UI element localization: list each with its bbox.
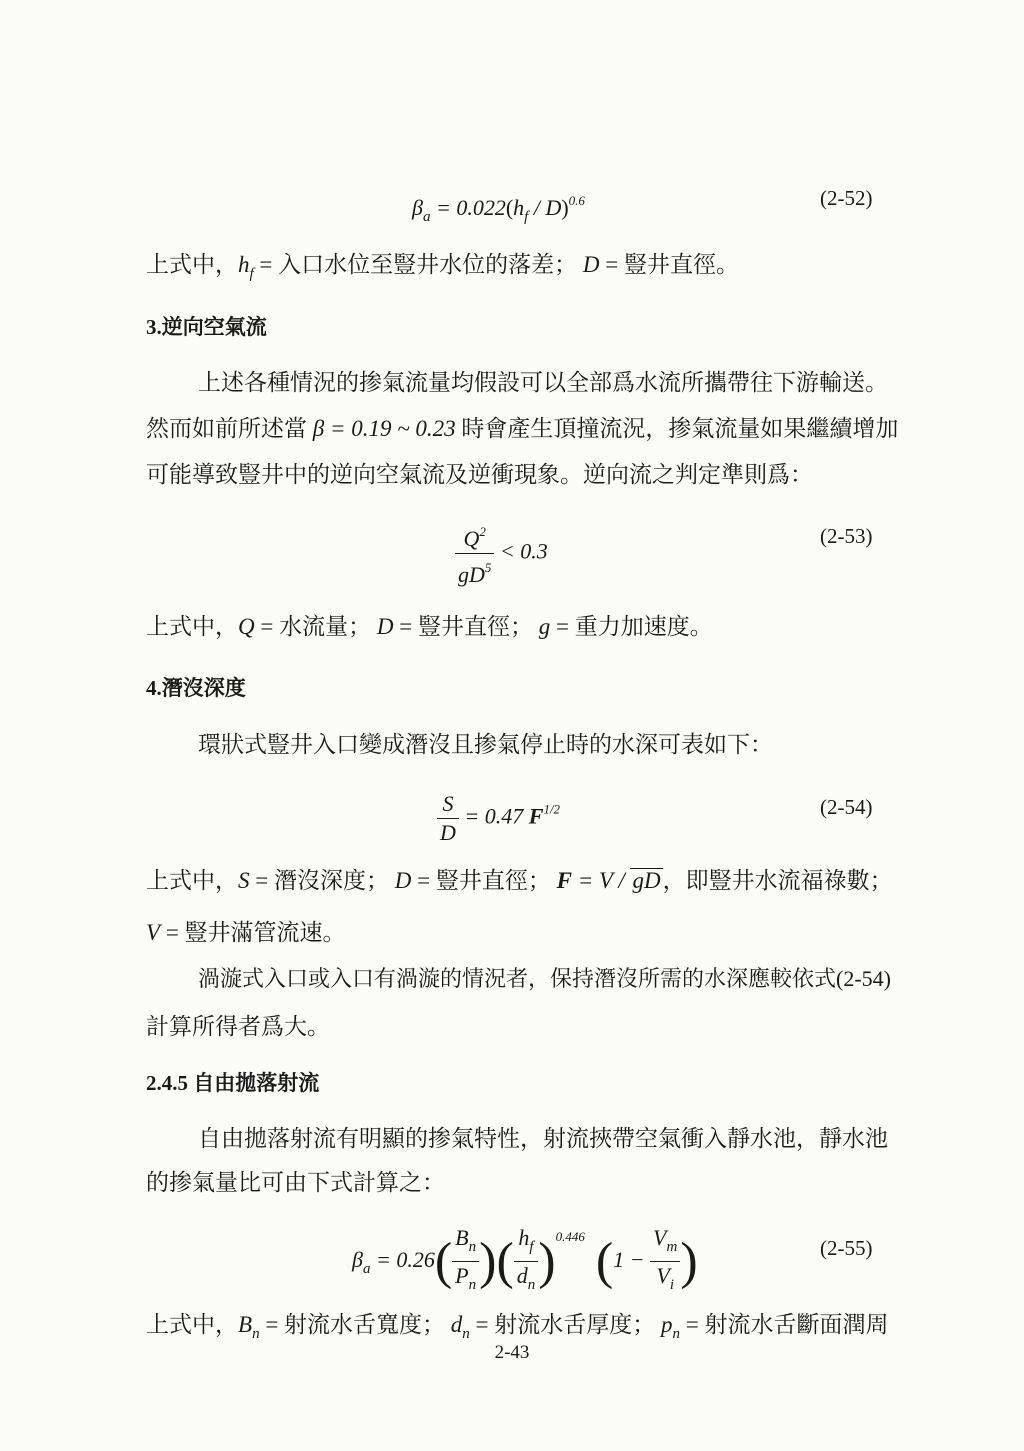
def-symbol: h [238, 252, 250, 277]
eq-symbol: B [455, 1225, 469, 1251]
fraction-denominator [514, 1262, 539, 1299]
paragraph-line: 可能導致豎井中的逆向空氣流及逆衝現象。逆向流之判定準則爲： [146, 462, 813, 487]
def-text: 上式中， [146, 868, 238, 893]
def-text: = 豎井滿管流速。 [160, 920, 346, 945]
equation-number-2-54: (2-54) [820, 795, 873, 819]
eq-subscript: a [422, 209, 431, 225]
eq-exponent: 0.446 [555, 1229, 585, 1244]
definition-line-2-53 [146, 612, 926, 642]
equation-number-2-53: (2-53) [820, 524, 873, 548]
open-paren: ( [434, 1232, 453, 1290]
eq-paren: ( [505, 195, 514, 220]
fraction [514, 1224, 539, 1299]
eq-text: = 0.47 [458, 803, 529, 829]
para-text: 然而如前所述當 [146, 416, 313, 441]
para-math: β = 0.19 ~ 0.23 [312, 416, 456, 441]
def-symbol: d [450, 1312, 463, 1337]
def-symbol: B [238, 1312, 253, 1337]
eq-symbol: gD [458, 562, 485, 587]
paragraph-line: 計算所得者爲大。 [146, 1014, 330, 1039]
equation-2-53 [455, 518, 548, 589]
close-paren: ) [680, 1232, 698, 1290]
def-text: = 豎井直徑； [393, 614, 539, 639]
eq-exponent: 5 [484, 560, 492, 575]
def-text: = 射流水舌寬度； [259, 1312, 451, 1337]
eq-symbol: β [352, 1247, 363, 1272]
def-subscript: n [672, 1326, 681, 1342]
paragraph-line [146, 414, 926, 444]
eq-exponent: 2 [479, 524, 486, 539]
def-symbol: p [661, 1312, 673, 1337]
fraction-numerator [650, 1224, 680, 1262]
open-paren: ( [496, 1232, 514, 1290]
fraction-numerator [514, 1224, 539, 1262]
paragraph-line: 的掺氣量比可由下式計算之： [146, 1170, 445, 1195]
def-symbol: V [146, 920, 161, 945]
paragraph-line: 渦漩式入口或入口有渦漩的情況者，保持潛沒所需的水深應較依式(2-54) [198, 966, 891, 991]
sqrt-expression: gD [632, 868, 661, 893]
eq-subscript: a [362, 1261, 371, 1277]
page-number: 2-43 [494, 1342, 530, 1363]
fraction [650, 1224, 680, 1299]
def-text: 上式中， [146, 252, 238, 277]
eq-subscript: i [669, 1277, 674, 1294]
eq-symbol: V [656, 1263, 670, 1289]
fraction [437, 790, 459, 847]
def-symbol: D [394, 868, 412, 893]
eq-text: = 0.26 [370, 1247, 435, 1272]
close-paren: ) [538, 1232, 556, 1290]
eq-subscript: f [529, 1239, 534, 1256]
def-text: = 重力加速度。 [550, 614, 713, 639]
fraction-numerator [455, 518, 494, 554]
eq-text: 1 − [613, 1247, 651, 1272]
def-text: = 水流量； [254, 614, 377, 639]
def-text: = V / [571, 868, 631, 893]
equation-2-54 [437, 790, 560, 847]
definition-line-2-54 [146, 866, 926, 896]
fraction [452, 1224, 479, 1299]
eq-symbol: F [528, 803, 544, 829]
paragraph-line: 上述各種情況的掺氣流量均假設可以全部爲水流所攜帶往下游輸送。 [198, 370, 888, 395]
fraction-numerator: S [437, 790, 459, 819]
fraction-numerator [452, 1224, 479, 1262]
section-heading-2-4-5: 2.4.5 自由拋落射流 [146, 1071, 320, 1095]
equation-2-52 [412, 186, 585, 232]
def-text: ，即豎井水流福祿數； [662, 868, 893, 893]
def-symbol: g [538, 614, 551, 639]
equation-number-2-55: (2-55) [820, 1236, 873, 1260]
def-text: = 豎井直徑。 [599, 252, 740, 277]
eq-symbol: V [653, 1225, 667, 1251]
eq-subscript: n [468, 1277, 477, 1294]
eq-text: = 0.022 [430, 195, 506, 220]
paragraph-line: 環狀式豎井入口變成潛沒且掺氣停止時的水深可表如下： [198, 732, 773, 757]
section-heading-3: 3.逆向空氣流 [146, 315, 267, 339]
def-subscript: n [252, 1326, 260, 1342]
fraction-denominator: D [440, 820, 456, 845]
def-text: = 入口水位至豎井水位的落差； [253, 252, 583, 277]
def-text: 上式中， [146, 1312, 238, 1337]
def-symbol: D [376, 614, 394, 639]
def-symbol: Q [238, 614, 255, 639]
def-text: = 射流水舌斷面潤周 [680, 1312, 889, 1337]
para-text: 時會產生頂撞流況，掺氣流量如果繼續增加 [455, 416, 899, 441]
fraction-denominator [455, 554, 494, 589]
eq-subscript: m [666, 1239, 678, 1256]
fraction-denominator [452, 1262, 479, 1299]
eq-symbol: β [412, 195, 423, 220]
def-subscript: f [249, 266, 254, 282]
eq-exponent: 0.6 [568, 193, 585, 208]
eq-paren: ) [561, 195, 569, 220]
eq-symbol: Q [463, 526, 480, 551]
fraction [455, 518, 494, 589]
close-paren: ) [479, 1232, 497, 1290]
definition-line-2-52 [146, 250, 926, 289]
def-subscript: n [462, 1326, 470, 1342]
eq-subscript: n [527, 1277, 536, 1294]
fraction-denominator [650, 1262, 680, 1299]
def-text: = 豎井直徑； [411, 868, 557, 893]
definition-line-2-54-cont [146, 918, 926, 948]
eq-text: < 0.3 [494, 538, 548, 564]
eq-symbol: h [518, 1225, 530, 1251]
def-text: = 射流水舌厚度； [469, 1312, 662, 1337]
eq-subscript: f [524, 209, 529, 225]
eq-subscript: n [468, 1239, 477, 1256]
equation-2-55 [352, 1222, 698, 1299]
eq-exponent: 1/2 [543, 801, 561, 817]
open-paren: ( [595, 1232, 614, 1290]
eq-text: / D [528, 195, 562, 220]
eq-symbol: d [516, 1263, 528, 1289]
def-text: 上式中， [146, 614, 238, 639]
section-heading-4: 4.潛沒深度 [146, 676, 246, 700]
paragraph-line: 自由拋落射流有明顯的掺氣特性，射流挾帶空氣衝入靜水池，靜水池 [198, 1126, 888, 1151]
def-symbol: D [582, 252, 600, 277]
def-symbol: S [238, 868, 250, 893]
equation-number-2-52: (2-52) [820, 186, 873, 210]
def-text: = 潛沒深度； [249, 868, 395, 893]
def-symbol: F [556, 868, 572, 893]
eq-symbol: P [455, 1263, 469, 1289]
eq-symbol: h [513, 195, 525, 220]
